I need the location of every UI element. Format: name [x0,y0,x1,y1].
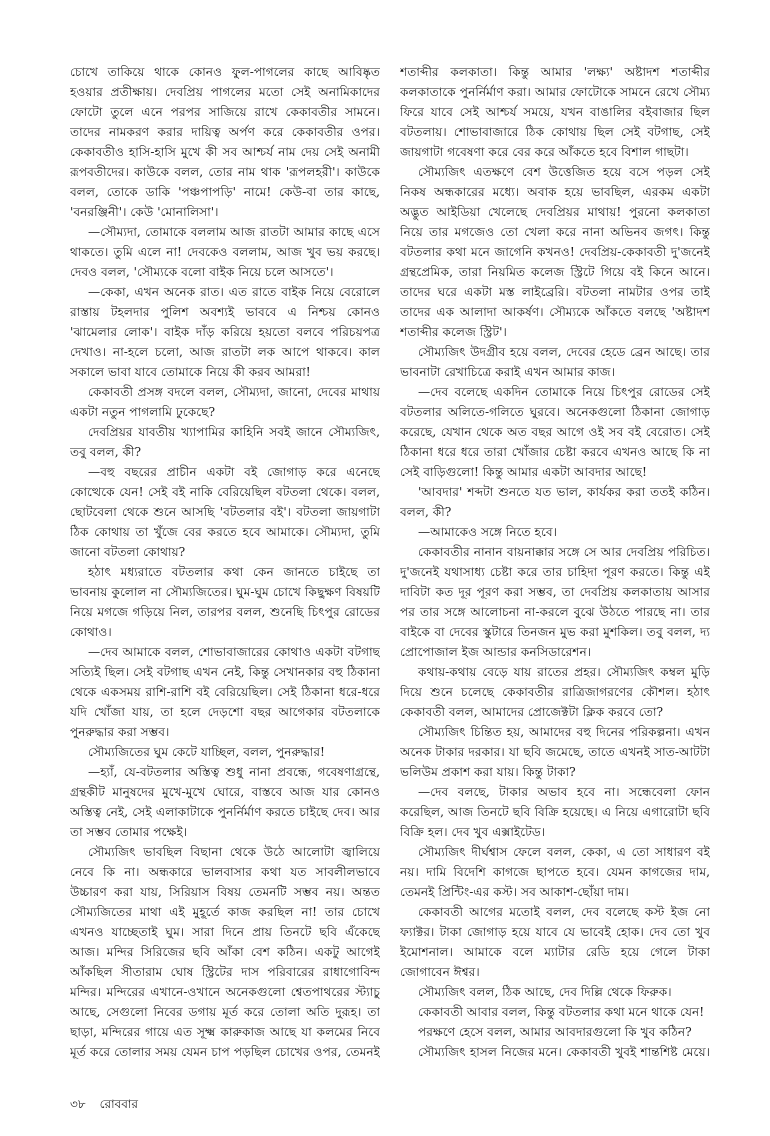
paragraph: সৌম্যজিতের ঘুম কেটে যাচ্ছিল, বলল, পুনরুদ্ধার! [88,745,325,759]
paragraph: সৌম্যজিৎ চিন্তিত হয়, আমাদের বহু দিনের পরিকল্পনা। এখন অনেক টাকার দরকার। যা ছবি জমেছে, তাতে এখনই সাত-আটটা ভলিউম প্রকাশ করা যায়। কিন্তু টাকা? [400,725,710,779]
paragraph: শতাব্দীর কলকাতা। কিন্তু আমার 'লক্ষ্য' অষ্টাদশ শতাব্দীর কলকাতাকে পুনর্নির্মাণ করা। আমার ফোটোকে সামনে রেখে সৌম্য ফিরে যাবে সেই আশ্চর্য সময়ে, যখন বাঙালির বইবাজার ছিল বটতলায়। শোভাবাজারে ঠিক কোথায় ছিল সেই বটগাছ, সেই জায়গাটা গবেষণা করে বের করে আঁকতে হবে বিশাল গাছটা। [400,65,710,159]
paragraph: 'আবদার' শব্দটা শুনতে যত ভাল, কার্যকর করা ততই কঠিন। বলল, কী? [400,485,710,519]
paragraph: চোখে তাকিয়ে থাকে কোনও ফুল-পাগলের কাছে আবিষ্কৃত হওয়ার প্রতীক্ষায়। দেবপ্রিয় পাগলের মতো সেই অনামিকাদের ফোটো তুলে এনে পরপর সাজিয়ে রাখে কেকাবতীর সামনে। তাদের নামকরণ করার দায়িত্ব অর্পণ করে কেকাবতীর ওপর। কেকাবতীও হাসি-হাসি মুখে কী সব আশ্চর্য নাম দেয় সেই অনামী রূপবতীদের। কাউকে বলল, তোর নাম থাক 'রূপলহরী'। কাউকে বলল, তোকে ডাকি 'পঞ্চপাপড়ি' নামে! কেউ-বা তার কাছে, 'বনরঞ্জিনী'। কেউ 'মোনালিসা'। [70,65,380,219]
paragraph: —সৌম্যদা, তোমাকে বললাম আজ রাতটা আমার কাছে এসে থাকতে। তুমি এলে না! দেবকেও বললাম, আজ খুব ভয় করছে। দেবও বলল, 'সৌম্যকে বলো বাইক নিয়ে চলে আসতে'। [70,225,380,279]
paragraph: কেকাবতী আগের মতোই বলল, দেব বলেছে কস্ট ইজ নো ফ্যাক্টর। টাকা জোগাড় হয়ে যাবে যে ভাবেই হোক। দেব তো খুব ইমোশনাল। আমাকে বলে ম্যাটার রেডি হয়ে গেলে টাকা জোগাবেন ঈশ্বর। [400,905,710,979]
paragraph: সৌম্যজিৎ ভাবছিল বিছানা থেকে উঠে আলোটা জ্বালিয়ে নেবে কি না। অন্ধকারে ভালবাসার কথা যত সাবলীলভাবে উচ্চারণ করা যায়, সিরিয়াস বিষয় তেমনটি সম্ভব নয়। অন্তত সৌম্যজিতের মাথা এই মুহূর্তে কাজ করছিল না! তার চোখে এখনও যাচ্ছেতাই ঘুম। সারা দিনে প্রায় তিনটে ছবি এঁকেছে আজ। মন্দির সিরিজের ছবি আঁকা বেশ কঠিন। একটু আগেই আঁকছিল সীতারাম ঘোষ স্ট্রিটের দাস পরিবারের রাধাগোবিন্দ মন্দির। মন্দিরের এখানে-ওখানে অনেকগুলো শ্বেতপাথরের স্ট্যাচু আছে, সেগুলো নিবের ডগায় মূর্ত করে তোলা অতি দুরূহ। তা ছাড়া, মন্দিরের গায়ে এত সূক্ষ্ম কারুকাজ আছে যা কলমের নিবে মূর্ত করে তোলার সময় যেমন চাপ পড়ছিল চোখের ওপর, তেমনই [70,845,380,1059]
paragraph: কেকাবতীর নানান বায়নাক্কার সঙ্গে সে আর দেবপ্রিয় পরিচিত। দু'জনেই যথাসাধ্য চেষ্টা করে তার চাহিদা পূরণ করতে। কিন্তু এই দাবিটা কত দূর পূরণ করা সম্ভব, তা দেবপ্রিয় কলকাতায় আসার পর তার সঙ্গে আলোচনা না-করলে বুঝে উঠতে পারছে না। তার বাইকে বা দেবের স্কুটারে তিনজন মুভ করা মুশকিল। তবু বলল, দ্য প্রোপোজাল ইজ আন্ডার কনসিডারেশন। [400,545,710,659]
paragraph: —বহু বছরের প্রাচীন একটা বই জোগাড় করে এনেছে কোত্থেকে যেন! সেই বই নাকি বেরিয়েছিল বটতলা থেকে। বলল, ছোটবেলা থেকে শুনে আসছি 'বটতলার বই'। বটতলা জায়গাটা ঠিক কোথায় তা খুঁজে বের করতে হবে আমাকে। সৌম্যদা, তুমি জানো বটতলা কোথায়? [70,465,380,559]
paragraph: সৌম্যজিৎ উদগ্রীব হয়ে বলল, দেবের হেডে ব্রেন আছে। তার ভাবনাটা রেখাচিত্রে করাই এখন আমার কাজ। [400,345,710,379]
page-footer [70,1096,152,1116]
paragraph: সৌম্যজিৎ দীর্ঘশ্বাস ফেলে বলল, কেকা, এ তো সাধারণ বই নয়। দামি বিদেশি কাগজে ছাপতে হবে। যেমন কাগজের দাম, তেমনই প্রিন্টিং-এর কস্ট। সব আকাশ-ছোঁয়া দাম। [400,845,710,899]
paragraph: কেকাবতী প্রসঙ্গ বদলে বলল, সৌম্যদা, জানো, দেবের মাথায় একটা নতুন পাগলামি ঢুকেছে? [70,385,380,419]
section-name: রোববার [99,1097,138,1111]
paragraph: পরক্ষণে হেসে বলল, আমার আবদারগুলো কি খুব কঠিন? [418,1025,692,1039]
paragraph: দেবপ্রিয়র যাবতীয় খ্যাপামির কাহিনি সবই জানে সৌম্যজিৎ, তবু বলল, কী? [70,425,380,459]
paragraph: হঠাৎ মধ্যরাতে বটতলার কথা কেন জানতে চাইছে তা ভাবনায় কুলোল না সৌম্যজিতের। ঘুম-ঘুম চোখে কিছুক্ষণ বিষয়টি নিয়ে মগজে গড়িয়ে নিল, তারপর বলল, শুনেছি চিৎপুর রোডের কোথাও। [70,565,380,639]
page-number: ৩৮ [70,1097,86,1111]
paragraph: —হ্যাঁ, যে-বটতলার অস্তিত্ব শুধু নানা প্রবন্ধে, গবেষণাগ্রন্থে, গ্রন্থকীট মানুষদের মুখে-মুখে ঘোরে, বাস্তবে আজ যার কোনও অস্তিত্ব নেই, সেই এলাকাটাকে পুনর্নির্মাণ করতে চাইছে দেব। আর তা সম্ভব তোমার পক্ষেই। [70,765,380,839]
paragraph: —দেব বলছে, টাকার অভাব হবে না। সন্ধেবেলা ফোন করেছিল, আজ তিনটে ছবি বিক্রি হয়েছে। এ নিয়ে এগারোটা ছবি বিক্রি হল। দেব খুব এক্সাইটেড। [400,785,710,839]
paragraph: সৌম্যজিৎ বলল, ঠিক আছে, দেব দিল্লি থেকে ফিরুক। [418,985,672,999]
right-text-column [400,62,710,1062]
left-text-column [70,62,380,1062]
paragraph: —দেব আমাকে বলল, শোভাবাজারের কোথাও একটা বটগাছ সত্যিই ছিল। সেই বটগাছ এখন নেই, কিন্তু সেখানকার বহু ঠিকানা থেকে একসময় রাশি-রাশি বই বেরিয়েছিল। সেই ঠিকানা ধরে-ধরে যদি খোঁজা যায়, তা হলে দেড়শো বছর আগেকার বটতলাকে পুনরুদ্ধার করা সম্ভব। [70,645,380,739]
paragraph: সৌম্যজিৎ এতক্ষণে বেশ উত্তেজিত হয়ে বসে পড়ল সেই নিকষ অন্ধকারের মধ্যে। অবাক হয়ে ভাবছিল, এরকম একটা অদ্ভুত আইডিয়া খেলেছে দেবপ্রিয়র মাথায়! পুরনো কলকাতা নিয়ে তার মগজেও তো খেলা করে নানা অভিনব জগৎ। কিন্তু বটতলার কথা মনে জাগেনি কখনও! দেবপ্রিয়-কেকাবতী দু'জনেই গ্রন্থপ্রেমিক, তারা নিয়মিত কলেজ স্ট্রিটে গিয়ে বই কিনে আনে। তাদের ঘরে একটা মস্ত লাইব্রেরি। বটতলা নামটার ওপর তাই তাদের এক আলাদা আকর্ষণ। সৌম্যকে আঁকতে বলছে 'অষ্টাদশ শতাব্দীর কলেজ স্ট্রিট'। [400,165,710,339]
paragraph: —দেব বলেছে একদিন তোমাকে নিয়ে চিৎপুর রোডের সেই বটতলার অলিতে-গলিতে ঘুরবে। অনেকগুলো ঠিকানা জোগাড় করেছে, যেখান থেকে অত বছর আগে ওই সব বই বেরোত। সেই ঠিকানা ধরে ধরে তারা খোঁজার চেষ্টা করবে এখনও আছে কি না সেই বাড়িগুলো! কিন্তু আমার একটা আবদার আছে! [400,385,710,479]
paragraph: কথায়-কথায় বেড়ে যায় রাতের প্রহর। সৌম্যজিৎ কম্বল মুড়ি দিয়ে শুনে চলেছে কেকাবতীর রাত্রিজাগরণের কৌশল। হঠাৎ কেকাবতী বলল, আমাদের প্রোজেক্টটা ক্লিক করবে তো? [400,665,710,719]
paragraph: কেকাবতী আবার বলল, কিন্তু বটতলার কথা মনে থাকে যেন! [418,1005,705,1019]
paragraph: —আমাকেও সঙ্গে নিতে হবে। [418,525,557,539]
paragraph: —কেকা, এখন অনেক রাত। এত রাতে বাইক নিয়ে বেরোলে রাস্তায় টহলদার পুলিশ অবশ্যই ভাববে এ নিশ্চয় কোনও 'ঝামেলার লোক'। বাইক দাঁড় করিয়ে হয়তো বলবে পরিচয়পত্র দেখাও। না-হলে চলো, আজ রাতটা লক আপে থাকবে। কাল সকালে ভাবা যাবে তোমাকে নিয়ে কী করব আমরা! [70,285,380,379]
paragraph: সৌম্যজিৎ হাসল নিজের মনে। কেকাবতী খুবই শান্তশিষ্ট মেয়ে। [418,1045,710,1059]
